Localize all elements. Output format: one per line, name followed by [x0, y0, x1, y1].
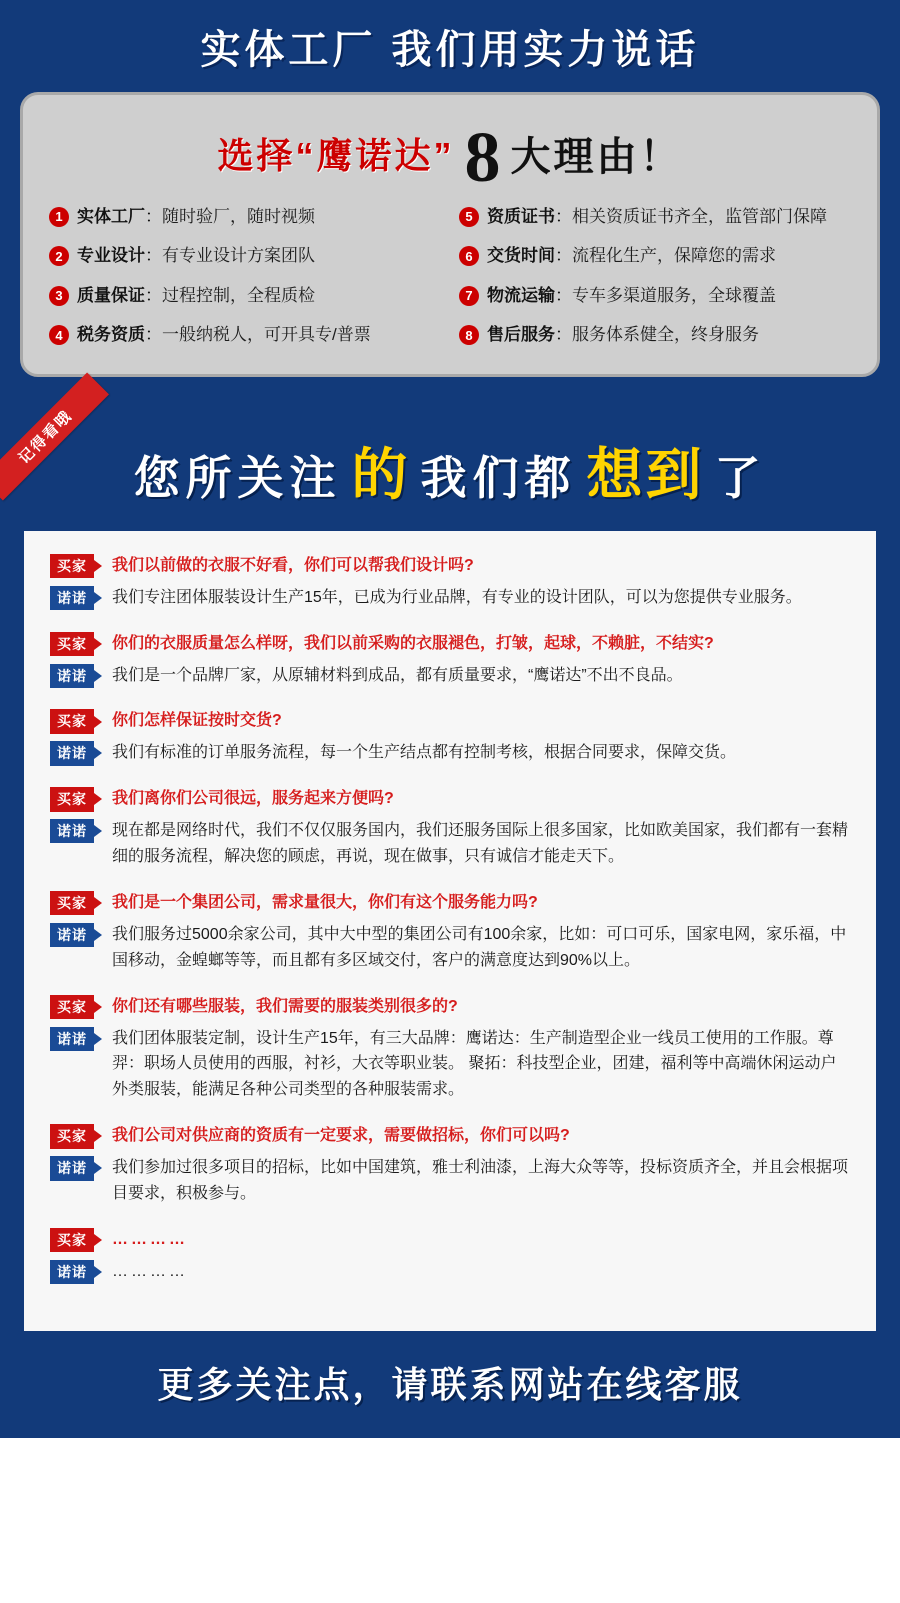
qa-block — [50, 1123, 850, 1207]
buyer-tag: 买家 — [50, 1228, 94, 1252]
qa-answer-line — [50, 740, 850, 766]
reason-item — [459, 322, 851, 348]
reason-text — [77, 243, 315, 269]
reason-text — [77, 322, 371, 348]
reason-separator: ： — [145, 325, 162, 345]
buyer-tag: 买家 — [50, 787, 94, 811]
reason-item — [49, 283, 441, 309]
qa-footer-cta[interactable]: 更多关注点，请联系网站在线客服 — [157, 1363, 743, 1405]
answer-tag: 诺诺 — [50, 1260, 94, 1284]
reason-title: 物流运输 — [487, 285, 555, 305]
qa-answer-line — [50, 1155, 850, 1207]
answer-tag: 诺诺 — [50, 1156, 94, 1180]
reasons-card — [20, 92, 880, 377]
qa-answer-line — [50, 922, 850, 974]
reason-desc: 流程化生产，保障您的需求 — [572, 246, 776, 266]
buyer-tag: 买家 — [50, 632, 94, 656]
reason-number-badge: 8 — [459, 325, 479, 345]
buyer-tag: 买家 — [50, 891, 94, 915]
answer-text: 现在都是网络时代，我们不仅仅服务国内，我们还服务国际上很多国家，比如欧美国家，我们都有一套精细的服务流程，解决您的顾虑，再说，现在做事，只有诚信才能走天下。 — [112, 822, 849, 866]
reason-separator: ： — [145, 206, 162, 226]
reason-number-badge: 5 — [459, 207, 479, 227]
reason-separator: ： — [555, 246, 572, 266]
reasons-title-brand: 选择“鹰诺达” — [217, 134, 455, 176]
answer-text: 我们专注团体服装设计生产15年，已成为行业品牌，有专业的设计团队，可以为您提供专业服务。 — [112, 588, 802, 606]
qa-question-line — [50, 1227, 850, 1253]
reason-desc: 服务体系健全，终身服务 — [572, 325, 759, 345]
reason-number-badge: 2 — [49, 246, 69, 266]
reason-text — [487, 322, 759, 348]
qa-block — [50, 1227, 850, 1285]
reason-number-badge: 4 — [49, 325, 69, 345]
reason-title: 实体工厂 — [77, 206, 145, 226]
reason-title: 售后服务 — [487, 325, 555, 345]
buyer-tag: 买家 — [50, 1124, 94, 1148]
qa-block — [50, 631, 850, 689]
reason-item — [459, 283, 851, 309]
qa-question-line — [50, 553, 850, 579]
answer-tag: 诺诺 — [50, 1027, 94, 1051]
qa-question-line — [50, 890, 850, 916]
qa-answer-line — [50, 1026, 850, 1104]
reason-item — [49, 322, 441, 348]
answer-text: 我们参加过很多项目的招标，比如中国建筑，雅士利油漆，上海大众等等，投标资质齐全，并且会根据项目要求，积极参与。 — [112, 1159, 849, 1203]
reason-text — [487, 204, 827, 230]
question-text: 你们怎样保证按时交货? — [112, 712, 282, 730]
question-text: 你们的衣服质量怎么样呀，我们以前采购的衣服褪色，打皱，起球，不赖脏，不结实? — [112, 634, 714, 652]
question-text: 我们公司对供应商的资质有一定要求，需要做招标，你们可以吗? — [112, 1127, 570, 1145]
reason-item — [49, 204, 441, 230]
reasons-title-suffix: 大理由！ — [510, 134, 683, 179]
qa-question-line — [50, 994, 850, 1020]
answer-tag: 诺诺 — [50, 586, 94, 610]
qa-headline-part: 了 — [714, 451, 767, 504]
reason-text — [487, 283, 776, 309]
question-text: ………… — [112, 1231, 188, 1249]
reason-title: 专业设计 — [77, 246, 145, 266]
reason-separator: ： — [555, 206, 572, 226]
answer-text: 我们是一个品牌厂家，从原辅材料到成品，都有质量要求，“鹰诺达”不出不良品。 — [112, 666, 683, 684]
reason-number-badge: 3 — [49, 286, 69, 306]
reason-item — [459, 243, 851, 269]
qa-card — [24, 531, 876, 1331]
qa-headline-part: 您所关注 — [133, 451, 342, 504]
qa-headline-part: 我们都 — [420, 451, 577, 504]
qa-question-line — [50, 708, 850, 734]
buyer-tag: 买家 — [50, 554, 94, 578]
reasons-title-number: 8 — [464, 117, 501, 197]
qa-block — [50, 786, 850, 870]
reason-text — [77, 204, 315, 230]
reason-title: 税务资质 — [77, 325, 145, 345]
qa-answer-line — [50, 663, 850, 689]
answer-text: 我们团体服装定制，设计生产15年，有三大品牌：鹰诺达：生产制造型企业一线员工使用的工作服。尊羿：职场人员使用的西服，衬衫，大衣等职业装。 聚拓：科技型企业，团建，福利等中高端休闲运动户外类服装，能满足各种公司类型的各种服装需求。 — [112, 1029, 837, 1099]
reason-number-badge: 6 — [459, 246, 479, 266]
buyer-tag: 买家 — [50, 995, 94, 1019]
reasons-grid — [49, 204, 851, 348]
answer-tag: 诺诺 — [50, 741, 94, 765]
reason-separator: ： — [555, 285, 572, 305]
reason-title: 资质证书 — [487, 206, 555, 226]
qa-block — [50, 553, 850, 611]
answer-text: 我们有标准的订单服务流程，每一个生产结点都有控制考核，根据合同要求，保障交货。 — [112, 744, 737, 762]
qa-headline — [0, 403, 900, 511]
qa-answer-line — [50, 818, 850, 870]
qa-question-line — [50, 631, 850, 657]
reason-separator: ： — [145, 246, 162, 266]
reason-number-badge: 1 — [49, 207, 69, 227]
qa-question-line — [50, 786, 850, 812]
reason-item — [459, 204, 851, 230]
reason-text — [77, 283, 315, 309]
reason-title: 质量保证 — [77, 285, 145, 305]
qa-banner — [0, 403, 900, 531]
reason-text — [487, 243, 776, 269]
qa-section — [0, 403, 900, 1438]
qa-question-line — [50, 1123, 850, 1149]
question-text: 我们离你们公司很远，服务起来方便吗? — [112, 790, 394, 808]
question-text: 你们还有哪些服装，我们需要的服装类别很多的? — [112, 997, 458, 1015]
reason-separator: ： — [555, 325, 572, 345]
reason-number-badge: 7 — [459, 286, 479, 306]
reason-desc: 过程控制，全程质检 — [162, 285, 315, 305]
question-text: 我们是一个集团公司，需求量很大，你们有这个服务能力吗? — [112, 893, 538, 911]
answer-tag: 诺诺 — [50, 923, 94, 947]
buyer-tag: 买家 — [50, 709, 94, 733]
answer-text: ………… — [112, 1262, 188, 1280]
reason-desc: 有专业设计方案团队 — [162, 246, 315, 266]
reasons-section — [0, 0, 900, 403]
reason-desc: 随时验厂，随时视频 — [162, 206, 315, 226]
reasons-headline: 实体工厂 我们用实力说话 — [200, 28, 700, 72]
qa-block — [50, 708, 850, 766]
reason-desc: 一般纳税人，可开具专/普票 — [162, 325, 371, 345]
reasons-card-title — [49, 115, 851, 204]
qa-answer-line — [50, 1259, 850, 1285]
qa-block — [50, 994, 850, 1104]
reason-separator: ： — [145, 285, 162, 305]
qa-block — [50, 890, 850, 974]
reason-title: 交货时间 — [487, 246, 555, 266]
question-text: 我们以前做的衣服不好看，你们可以帮我们设计吗? — [112, 556, 474, 574]
reason-desc: 相关资质证书齐全，监管部门保障 — [572, 206, 827, 226]
answer-text: 我们服务过5000余家公司，其中大中型的集团公司有100余家，比如：可口可乐，国家电网，家乐福，中国移动，金蝗螂等等，而且都有多区域交付，客户的满意度达到90%以上。 — [112, 925, 847, 969]
ribbon-badge: 记得看哦 — [0, 372, 109, 500]
answer-tag: 诺诺 — [50, 664, 94, 688]
answer-tag: 诺诺 — [50, 819, 94, 843]
qa-headline-part: 想到 — [586, 442, 705, 506]
qa-headline-part: 的 — [351, 442, 411, 506]
reason-item — [49, 243, 441, 269]
qa-answer-line — [50, 585, 850, 611]
reason-desc: 专车多渠道服务，全球覆盖 — [572, 285, 776, 305]
